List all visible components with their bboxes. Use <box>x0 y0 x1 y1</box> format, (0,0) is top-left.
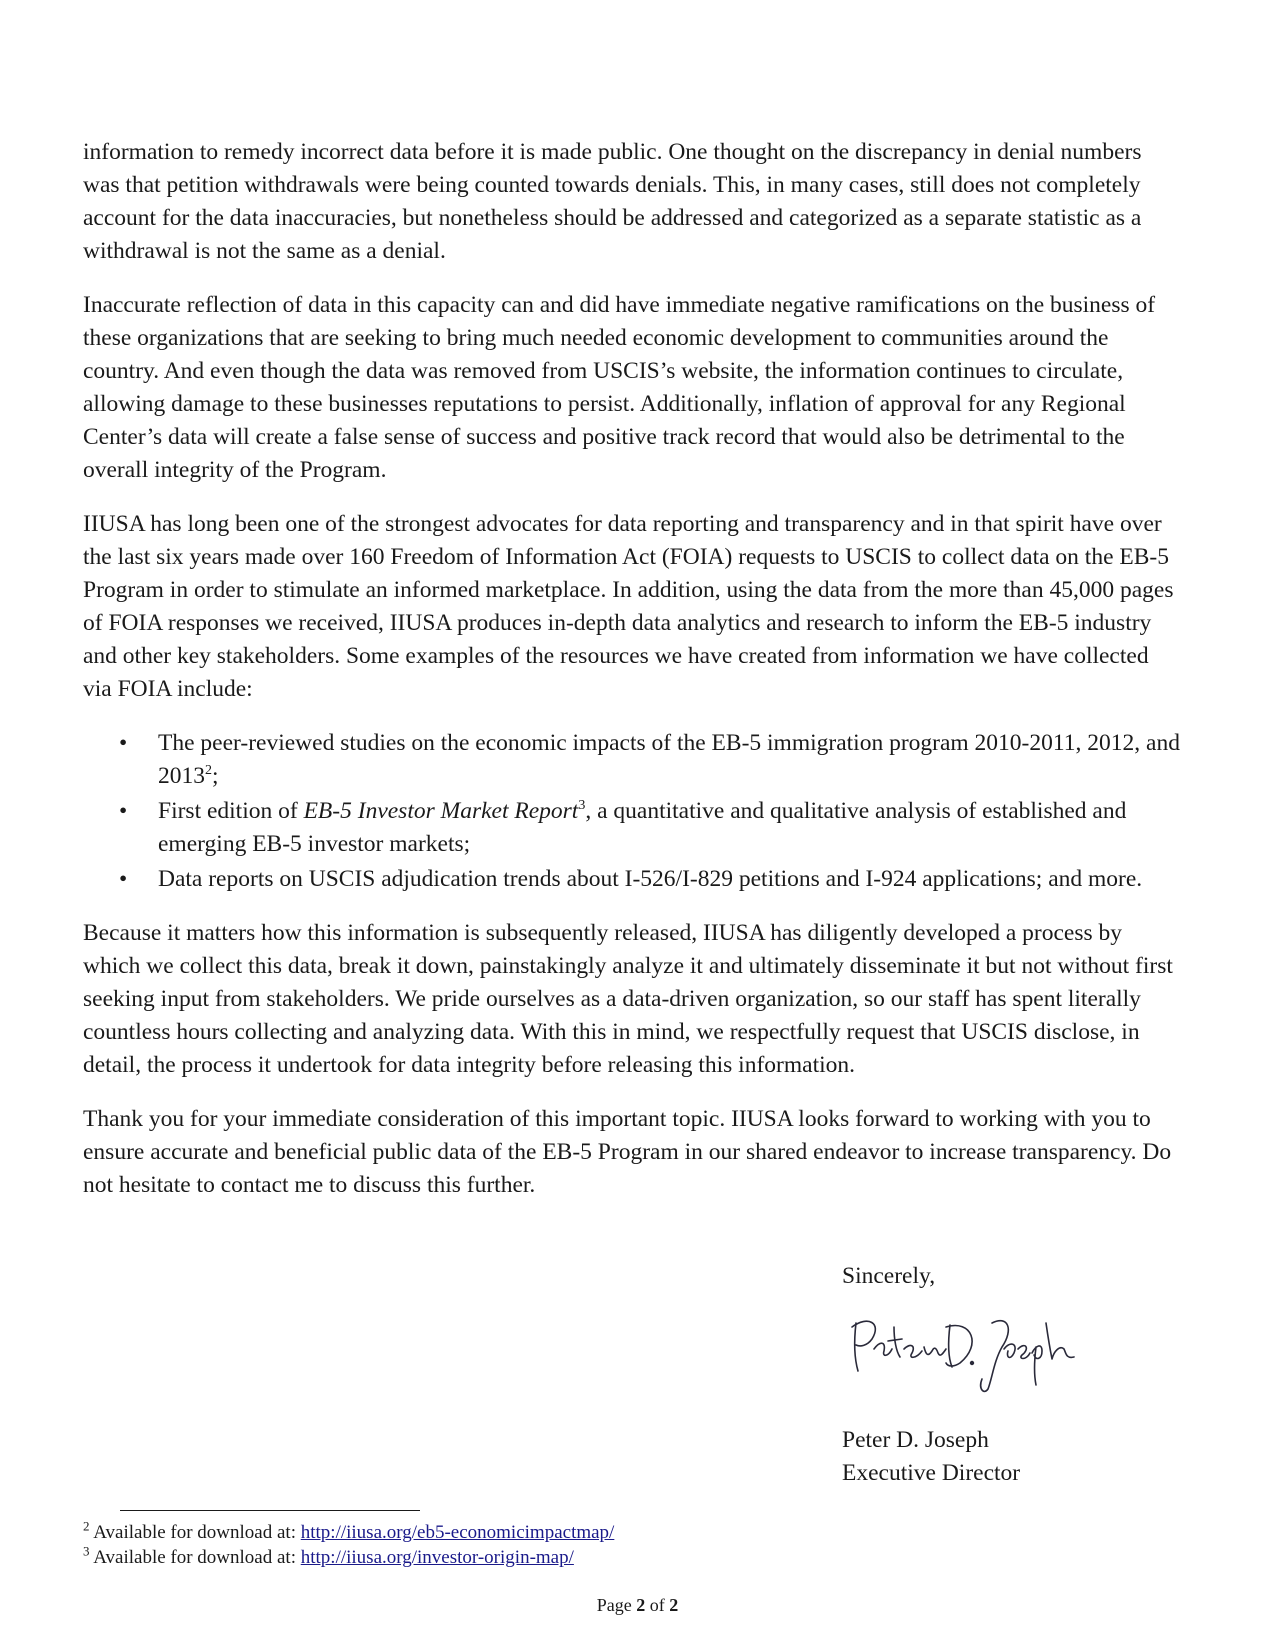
resource-list <box>83 727 1183 896</box>
paragraph-1: information to remedy incorrect data before it is made public. One thought on the discrepancy in denial numbers was that petition withdrawals were being counted towards denials. This, in many cases, still does not completely account for the data inaccuracies, but nonetheless should be addressed and categorized as a separate statistic as a withdrawal is not the same as a denial. <box>83 139 1142 264</box>
paragraph-2: Inaccurate reflection of data in this capacity can and did have immediate negative ramifications on the business of these organizations that are seeking to bring much needed economic development to communities around the country. And even though the data was removed from USCIS’s website, the information continues to circulate, allowing damage to these businesses reputations to persist. Additionally, inflation of approval for any Regional Center’s data will create a false sense of success and positive track record that would also be detrimental to the overall integrity of the Program. <box>83 292 1156 483</box>
current-page: 2 <box>636 1595 646 1615</box>
footnotes <box>83 1520 614 1570</box>
footnote-label: Available for download at: <box>93 1547 301 1568</box>
signer-title: Executive Director <box>842 1460 1021 1486</box>
footnote-divider <box>120 1510 420 1511</box>
paragraph-3: IIUSA has long been one of the strongest advocates for data reporting and transparency and in that spirit have over the last six years made over 160 Freedom of Information Act (FOIA) requests to USCIS to collect data on the EB-5 Program in order to stimulate an informed marketplace. In addition, using the data from the more than 45,000 pages of FOIA responses we received, IIUSA produces in-depth data analytics and research to inform the EB-5 industry and other key stakeholders. Some examples of the resources we have created from information we have collected via FOIA include: <box>83 511 1174 702</box>
list-item-tail: , a quantitative and qualitative analysis of established and emerging EB-5 investor markets; <box>158 798 1127 857</box>
list-item-text: Data reports on USCIS adjudication trends about I-526/I-829 petitions and I-924 applications; and more. <box>158 866 1143 892</box>
list-item-lead: First edition of <box>158 798 304 824</box>
footnote-ref: 2 <box>205 763 212 779</box>
list-item-tail: ; <box>212 763 219 789</box>
list-item <box>83 727 1183 793</box>
total-pages: 2 <box>669 1595 679 1615</box>
page-number: Page 2 of 2 <box>596 1595 679 1615</box>
letter-body <box>83 136 1183 1223</box>
footnote-link-investor-origin-map[interactable]: http://iiusa.org/investor-origin-map/ <box>300 1547 574 1568</box>
footnote-3 <box>83 1545 614 1570</box>
signer-block <box>842 1424 1020 1490</box>
bullet-icon: • <box>119 798 128 824</box>
footnote-label: Available for download at: <box>93 1522 301 1543</box>
bullet-icon: • <box>119 730 128 756</box>
bullet-icon: • <box>119 866 128 892</box>
paragraph-5: Thank you for your immediate consideration of this important topic. IIUSA looks forward to working with you to ensure accurate and beneficial public data of the EB-5 Program in our shared endeavor to increase transparency. Do not hesitate to contact me to discuss this further. <box>83 1106 1172 1198</box>
list-item-text: The peer-reviewed studies on the economic impacts of the EB-5 immigration program 2010-2011, 2012, and 2013 <box>158 730 1180 789</box>
footnote-2 <box>83 1520 614 1545</box>
report-title: EB-5 Investor Market Report <box>303 798 579 824</box>
closing-salutation: Sincerely, <box>842 1263 936 1289</box>
footnote-ref: 3 <box>578 798 586 814</box>
footnote-link-economic-impact-map[interactable]: http://iiusa.org/eb5-economicimpactmap/ <box>300 1522 615 1543</box>
footnote-number: 3 <box>83 1543 90 1559</box>
footnote-number: 2 <box>83 1518 90 1534</box>
signer-name: Peter D. Joseph <box>842 1427 989 1453</box>
list-item <box>83 863 1183 896</box>
list-item <box>83 795 1183 861</box>
paragraph-4: Because it matters how this information is subsequently released, IIUSA has diligently developed a process by which we collect this data, break it down, painstakingly analyze it and ultimately disseminate it but not without first seeking input from stakeholders. We pride ourselves as a data-driven organization, so our staff has spent literally countless hours collecting and analyzing data. With this in mind, we respectfully request that USCIS disclose, in detail, the process it undertook for data integrity before releasing this information. <box>83 920 1173 1078</box>
signature-image <box>842 1305 1092 1395</box>
